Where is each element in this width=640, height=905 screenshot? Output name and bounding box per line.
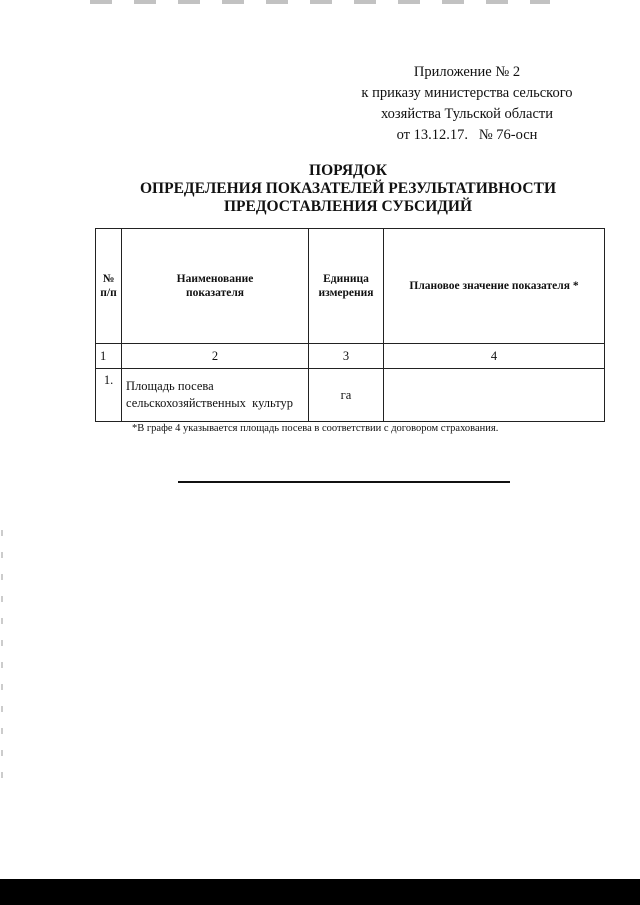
header-unit-line2: измерения	[318, 287, 374, 299]
header-value: Плановое значение показателя *	[384, 229, 605, 344]
row-unit: га	[309, 369, 384, 422]
header-name-line1: Наименование	[176, 273, 254, 285]
index-cell: 1	[96, 344, 122, 369]
row-number: 1.	[96, 369, 122, 422]
table-header-row	[96, 229, 605, 344]
table-index-row	[96, 344, 605, 369]
appendix-date: от 13.12.17. № 76-осн	[396, 127, 538, 143]
scan-left-artifact	[1, 530, 3, 790]
row-planned-value	[384, 369, 605, 422]
header-name-line2: показателя	[185, 287, 245, 299]
header-name	[122, 229, 309, 344]
appendix-block	[352, 62, 582, 146]
appendix-number: Приложение № 2	[413, 64, 521, 80]
index-cell: 3	[309, 344, 384, 369]
document-title	[90, 162, 606, 216]
scan-bottom-bar	[0, 879, 640, 905]
row-indicator-name	[122, 369, 309, 422]
index-cell: 4	[384, 344, 605, 369]
appendix-ministry: хозяйства Тульской области	[380, 106, 554, 122]
header-num-line1: №	[102, 273, 115, 285]
header-num	[96, 229, 122, 344]
appendix-order-ref: к приказу министерства сельского	[361, 85, 573, 101]
header-unit	[309, 229, 384, 344]
table-row	[96, 369, 605, 422]
row-name-line1: Площадь посева	[126, 379, 214, 393]
header-num-line2: п/п	[100, 287, 117, 299]
footnote: *В графе 4 указывается площадь посева в соответствии с договором страхования.	[132, 423, 499, 434]
scan-top-artifact	[90, 0, 550, 4]
separator-line	[178, 481, 510, 483]
header-unit-line1: Единица	[323, 273, 369, 285]
indicators-table	[95, 228, 605, 422]
row-name-line2: сельскохозяйственных культур	[126, 396, 294, 410]
title-line-2: ОПРЕДЕЛЕНИЯ ПОКАЗАТЕЛЕЙ РЕЗУЛЬТАТИВНОСТИ	[139, 180, 557, 197]
title-line-3: ПРЕДОСТАВЛЕНИЯ СУБСИДИЙ	[223, 198, 473, 215]
title-line-1: ПОРЯДОК	[309, 162, 387, 179]
index-cell: 2	[122, 344, 309, 369]
